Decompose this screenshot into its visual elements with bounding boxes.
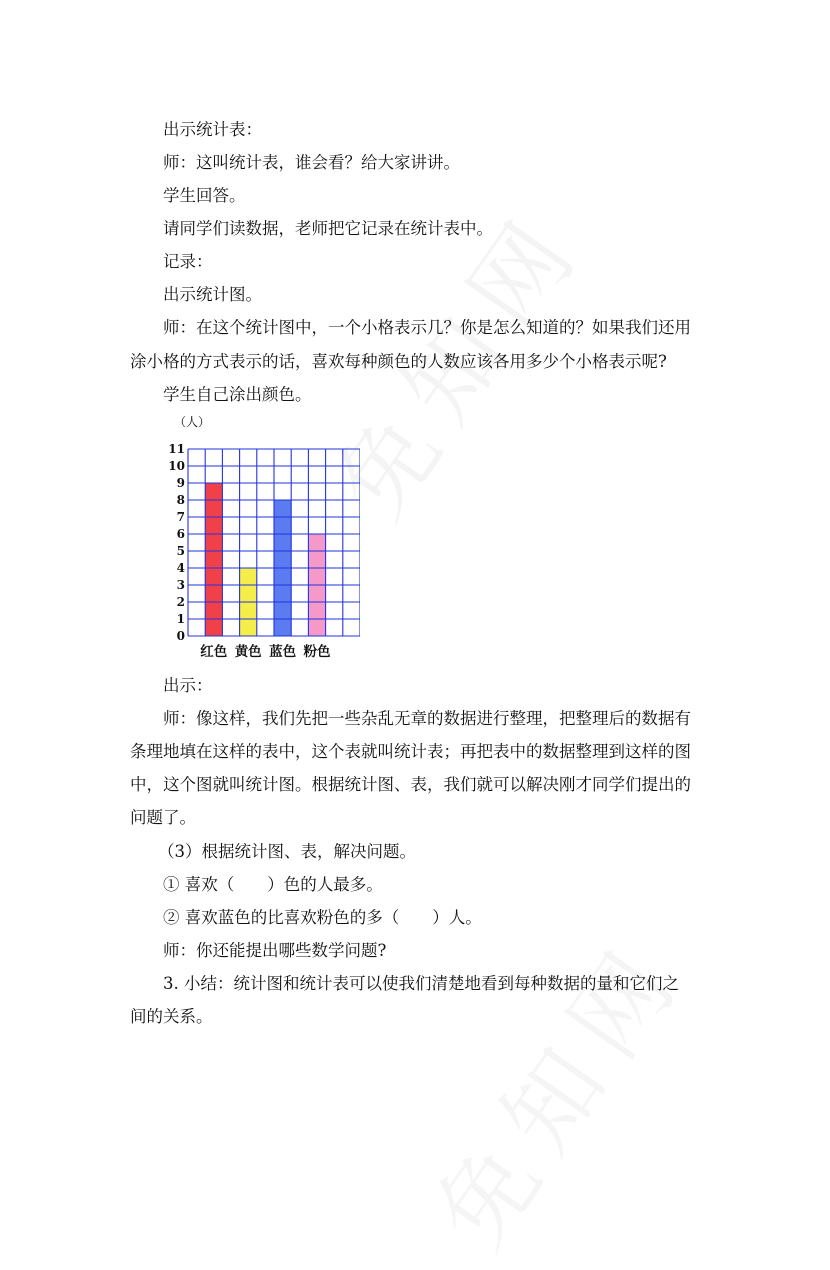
text-line: 涂小格的方式表示的话，喜欢每种颜色的人数应该各用多少个小格表示呢? bbox=[130, 352, 667, 371]
text-line: 条理地填在这样的表中，这个表就叫统计表；再把表中的数据整理到这样的图 bbox=[130, 742, 691, 761]
text-line: 学生自己涂出颜色。 bbox=[163, 385, 312, 404]
y-tick-label: 3 bbox=[176, 578, 185, 592]
text-line: 出示： bbox=[163, 676, 213, 695]
text-line: （3）根据统计图、表，解决问题。 bbox=[158, 842, 416, 861]
x-category-label: 红色 bbox=[200, 644, 228, 660]
y-tick-label: 10 bbox=[168, 459, 185, 473]
text-line: 师：你还能提出哪些数学问题? bbox=[163, 941, 387, 960]
text-line: 中，这个图就叫统计图。根据统计图、表，我们就可以解决刚才同学们提出的 bbox=[130, 775, 691, 794]
y-tick-label: 9 bbox=[176, 476, 185, 490]
y-tick-label: 4 bbox=[176, 561, 185, 575]
y-tick-label: 1 bbox=[176, 612, 185, 626]
text-line: 出示统计表： bbox=[163, 120, 262, 139]
x-category-label: 黄色 bbox=[234, 644, 262, 660]
text-line: 记录： bbox=[163, 252, 213, 271]
text-line: 间的关系。 bbox=[130, 1007, 213, 1026]
text-line: 师：像这样，我们先把一些杂乱无章的数据进行整理，把整理后的数据有 bbox=[163, 709, 691, 728]
text-line: 问题了。 bbox=[130, 808, 196, 827]
text-line: 师：在这个统计图中，一个小格表示几？你是怎么知道的？如果我们还用 bbox=[163, 318, 691, 337]
y-tick-label: 6 bbox=[176, 527, 185, 541]
bar-1 bbox=[205, 483, 222, 636]
y-tick-label: 8 bbox=[176, 493, 185, 507]
text-line: 师：这叫统计表，谁会看？给大家讲讲。 bbox=[163, 153, 460, 172]
y-tick-label: 11 bbox=[168, 442, 185, 456]
question-2: ② 喜欢蓝色的比喜欢粉色的多（ ）人。 bbox=[163, 908, 482, 927]
y-axis-label: （人） bbox=[174, 415, 211, 429]
watermark bbox=[398, 907, 710, 1270]
question-1: ① 喜欢（ ）色的人最多。 bbox=[163, 875, 383, 894]
bar-chart bbox=[160, 412, 360, 662]
text-line: 请同学们读数据，老师把它记录在统计表中。 bbox=[163, 219, 493, 238]
y-tick-label: 7 bbox=[176, 510, 185, 524]
y-tick-label: 0 bbox=[176, 629, 185, 643]
x-category-label: 蓝色 bbox=[269, 644, 297, 660]
text-line: 出示统计图。 bbox=[163, 285, 262, 304]
text-line: 3. 小结：统计图和统计表可以使我们清楚地看到每种数据的量和它们之 bbox=[163, 974, 679, 993]
y-tick-label: 2 bbox=[176, 595, 185, 609]
x-category-label: 粉色 bbox=[303, 644, 331, 660]
bar-chart-svg bbox=[160, 412, 360, 662]
y-tick-label: 5 bbox=[176, 544, 185, 558]
text-line: 学生回答。 bbox=[163, 186, 246, 205]
